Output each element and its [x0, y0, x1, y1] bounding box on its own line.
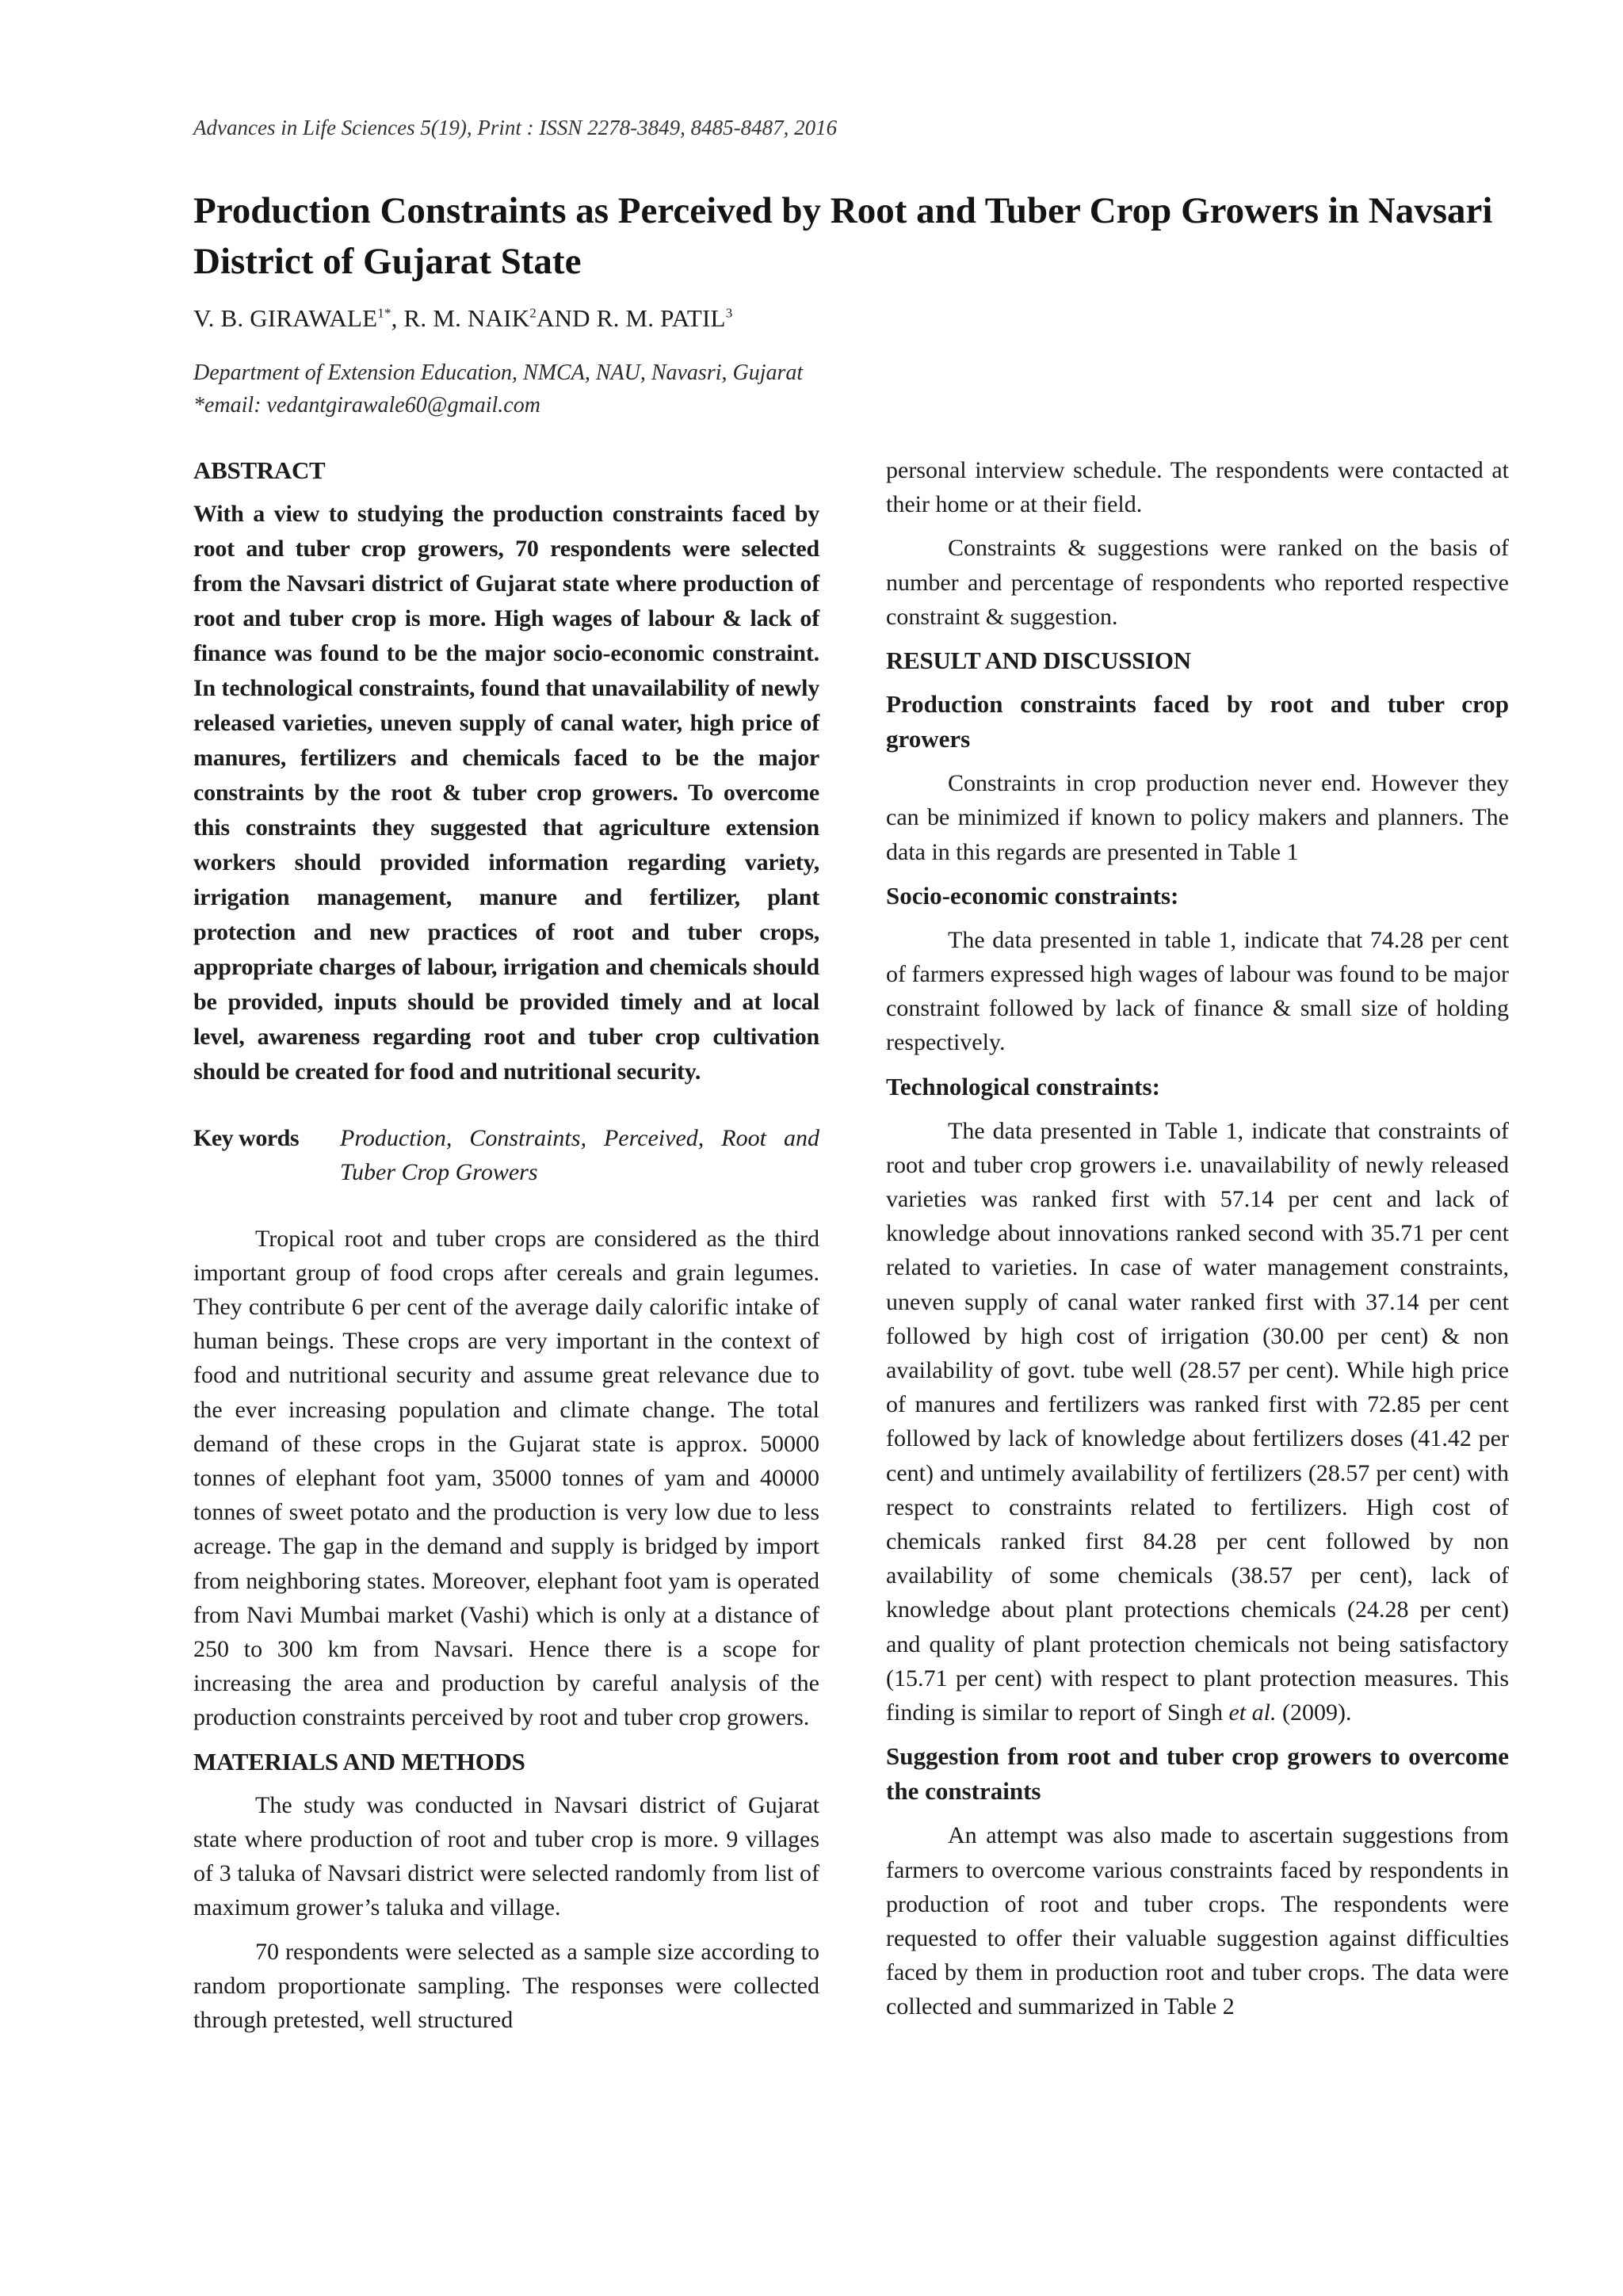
keywords-text: Production, Constraints, Perceived, Root and Tuber Crop Growers [340, 1125, 819, 1186]
subheading-technological: Technological constraints: [886, 1072, 1160, 1100]
methods-paragraph-2: 70 respondents were selected as a sample size according to random proportionate sampling. The responses were collected through pretested, well structured [193, 1938, 819, 2034]
affiliation: Department of Extension Education, NMCA, NAU, Navasri, Gujarat [193, 360, 804, 385]
author-1: V. B. GIRAWALE [193, 304, 378, 332]
methods-paragraph-1: The study was conducted in Navsari district of Gujarat state where production of root and tuber crop is more. 9 villages of 3 taluka of Navsari district were selected randomly from list of maximum grower’s taluka and village. [193, 1791, 819, 1921]
results-paragraph-2: The data presented in table 1, indicate that 74.28 per cent of farmers expressed high wages of labour was found to be major constraint followed by lack of finance & small size of holding respectively. [886, 926, 1509, 1056]
journal-header: Advances in Life Sciences 5(19), Print : ISSN 2278-3849, 8485-8487, 2016 [193, 116, 838, 139]
article-title: Production Constraints as Perceived by Root and Tuber Crop Growers in Navsari District of Gujarat State [193, 190, 1493, 282]
keywords [193, 1121, 819, 1189]
author-2-affil-mark: 2 [529, 305, 537, 321]
right-column [886, 453, 1509, 2034]
author-3-affil-mark: 3 [725, 305, 733, 321]
author-1-affil-mark: 1* [377, 305, 391, 321]
keywords-label: Key words [193, 1125, 299, 1152]
abstract-text: With a view to studying the production constraints faced by root and tuber crop growers, 70 respondents were selected from the Navsari district of Gujarat state where production of root and tuber crop is more. High wages of labour & lack of finance was found to be the major socio-economic constraint. In technological constraints, found that unavailability of newly released varieties, uneven supply of canal water, high price of manures, fertilizers and chemicals faced to be the major constraints by the root & tuber crop growers. To overcome this constraints they suggested that agriculture extension workers should provided information regarding variety, irrigation management, manure and fertilizer, plant protection and new practices of root and tuber crops, appropriate charges of labour, irrigation and chemicals should be provided, inputs should be provided timely and at local level, awareness regarding root and tuber crop cultivation should be created for food and nutritional security. [193, 501, 819, 1085]
subheading-production-constraints: Production constraints faced by root and tuber crop growers [886, 690, 1509, 753]
affiliation-block [193, 357, 803, 421]
author-2: , R. M. NAIK [391, 304, 530, 332]
author-3: AND R. M. PATIL [537, 304, 726, 332]
subheading-socio-economic: Socio-economic constraints: [886, 881, 1179, 910]
results-paragraph-4: An attempt was also made to ascertain suggestions from farmers to overcome various constraints faced by respondents in production of root and tuber crops. The respondents were requested to offer their valuable suggestion against difficulties faced by them in production root and tuber crops. The data were collected and summarized in Table 2 [886, 1822, 1509, 2020]
results-paragraph-3-text: The data presented in Table 1, indicate that constraints of root and tuber crop growers i.e. unavailability of newly released varieties was ranked first with 57.14 per cent and lack of knowledge about innovations ranked second with 35.71 per cent related to varieties. In case of water management constraints, uneven supply of canal water ranked first with 37.14 per cent followed by high cost of irrigation (30.00 per cent) & non availability of govt. tube well (28.57 per cent). While high price of manures and fertilizers was ranked first with 72.85 per cent followed by lack of knowledge about fertilizers doses (41.42 per cent) and untimely availability of fertilizers (28.57 per cent) with respect to constraints related to fertilizers. High cost of chemicals ranked first 84.28 per cent followed by non availability of some chemicals (38.57 per cent), lack of knowledge about plant protections chemicals (24.28 per cent) and quality of plant protection chemicals not being satisfactory (15.71 per cent) with respect to plant protection measures. This finding is similar to report of Singh [886, 1117, 1509, 1726]
subheading-suggestions: Suggestion from root and tuber crop growers to overcome the constraints [886, 1742, 1509, 1806]
results-paragraph-1: Constraints in crop production never end. However they can be minimized if known to policy makers and planners. The data in this regards are presented in Table 1 [886, 770, 1509, 865]
results-paragraph-3 [886, 1114, 1509, 1730]
left-column [193, 453, 819, 2046]
citation-year: (2009). [1276, 1699, 1352, 1726]
intro-paragraph: Tropical root and tuber crops are considered as the third important group of food crops after cereals and grain legumes. They contribute 6 per cent of the average daily calorific intake of human beings. These crops are very important in the context of food and nutritional security and assume great relevance due to the ever increasing population and climate change. The total demand of these crops in the Gujarat state is approx. 50000 tonnes of elephant foot yam, 35000 tonnes of yam and 40000 tonnes of sweet potato and the production is very low due to less acreage. The gap in the demand and supply is bridged by import from neighboring states. Moreover, elephant foot yam is operated from Navi Mumbai market (Vashi) which is only at a distance of 250 to 300 km from Navsari. Hence there is a scope for increasing the area and production by careful analysis of the production constraints perceived by root and tuber crop growers. [193, 1225, 819, 1731]
methods-heading: MATERIALS AND METHODS [193, 1747, 525, 1775]
email: *email: vedantgirawale60@gmail.com [193, 393, 540, 418]
abstract-heading: ABSTRACT [193, 456, 326, 484]
author-line [193, 304, 732, 333]
citation-et-al: et al. [1228, 1699, 1277, 1726]
results-heading: RESULT AND DISCUSSION [886, 646, 1191, 675]
methods-paragraph-2-continued: personal interview schedule. The respondents were contacted at their home or at their field. [886, 457, 1509, 518]
methods-paragraph-3: Constraints & suggestions were ranked on the basis of number and percentage of respondents who reported respective constraint & suggestion. [886, 535, 1509, 630]
